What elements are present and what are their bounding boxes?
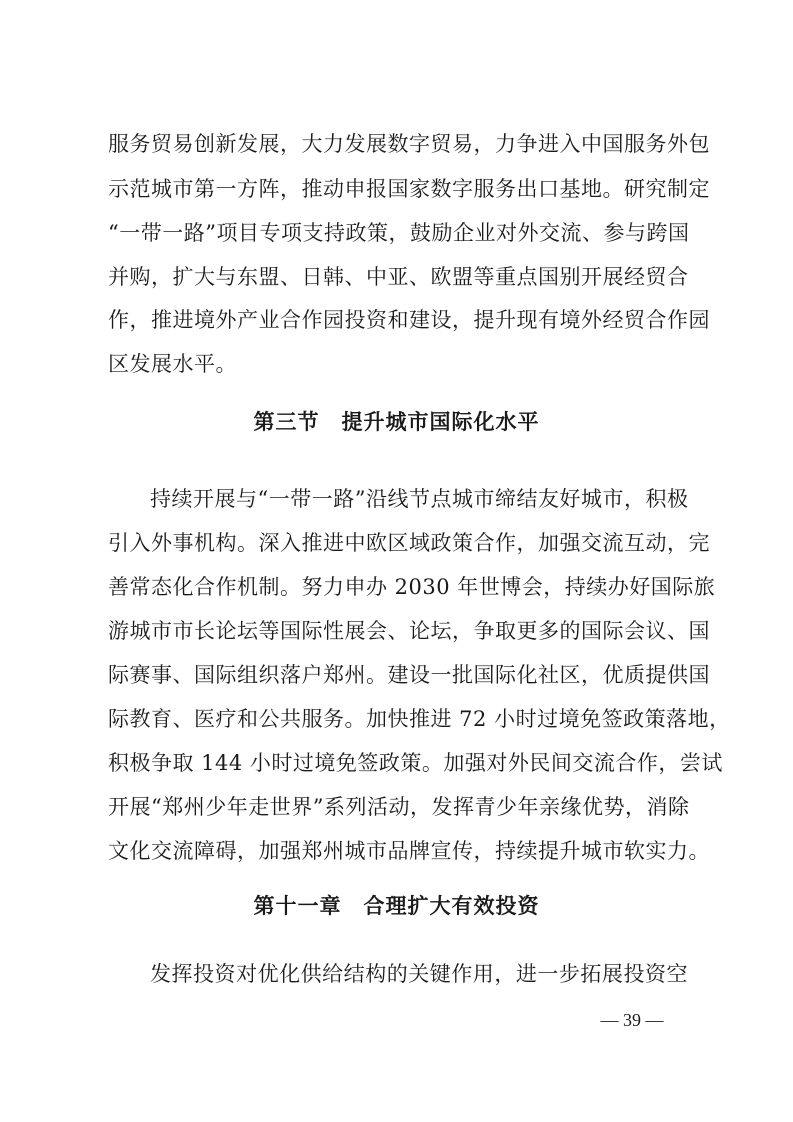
- paragraph-line: 发挥投资对优化供给结构的关键作用，进一步拓展投资空: [150, 962, 688, 986]
- paragraph-line: 作，推进境外产业合作园投资和建设，提升现有境外经贸合作园: [108, 308, 710, 332]
- paragraph-line: 文化交流障碍，加强郑州城市品牌宣传，持续提升城市软实力。: [108, 839, 710, 863]
- paragraph-line: “一带一路”项目专项支持政策，鼓励企业对外交流、参与跨国: [108, 221, 690, 245]
- paragraph-line: 引入外事机构。深入推进中欧区域政策合作，加强交流互动，完: [108, 531, 710, 555]
- paragraph-line: 并购，扩大与东盟、日韩、中亚、欧盟等重点国别开展经贸合: [108, 265, 689, 289]
- paragraph-line: 际赛事、国际组织落户郑州。建设一批国际化社区，优质提供国: [108, 663, 710, 687]
- chapter-heading: 第十一章 合理扩大有效投资: [253, 894, 540, 918]
- paragraph-line: 开展“郑州少年走世界”系列活动，发挥青少年亲缘优势，消除: [108, 795, 690, 819]
- page-number: — 39 —: [600, 1010, 664, 1030]
- paragraph-line: 服务贸易创新发展，大力发展数字贸易，力争进入中国服务外包: [108, 132, 710, 156]
- paragraph-line: 际教育、医疗和公共服务。加快推进 72 小时过境免签政策落地，: [108, 707, 731, 731]
- section-heading: 第三节 提升城市国际化水平: [253, 409, 540, 434]
- paragraph-line: 示范城市第一方阵，推动申报国家数字服务出口基地。研究制定: [108, 177, 710, 201]
- paragraph-line: 游城市市长论坛等国际性展会、论坛，争取更多的国际会议、国: [108, 619, 710, 643]
- paragraph-line: 持续开展与“一带一路”沿线节点城市缔结友好城市，积极: [150, 487, 689, 511]
- paragraph-line: 区发展水平。: [108, 352, 237, 376]
- paragraph-line: 积极争取 144 小时过境免签政策。加强对外民间交流合作，尝试: [108, 751, 723, 775]
- paragraph-line: 善常态化合作机制。努力申办 2030 年世博会，持续办好国际旅: [108, 575, 716, 599]
